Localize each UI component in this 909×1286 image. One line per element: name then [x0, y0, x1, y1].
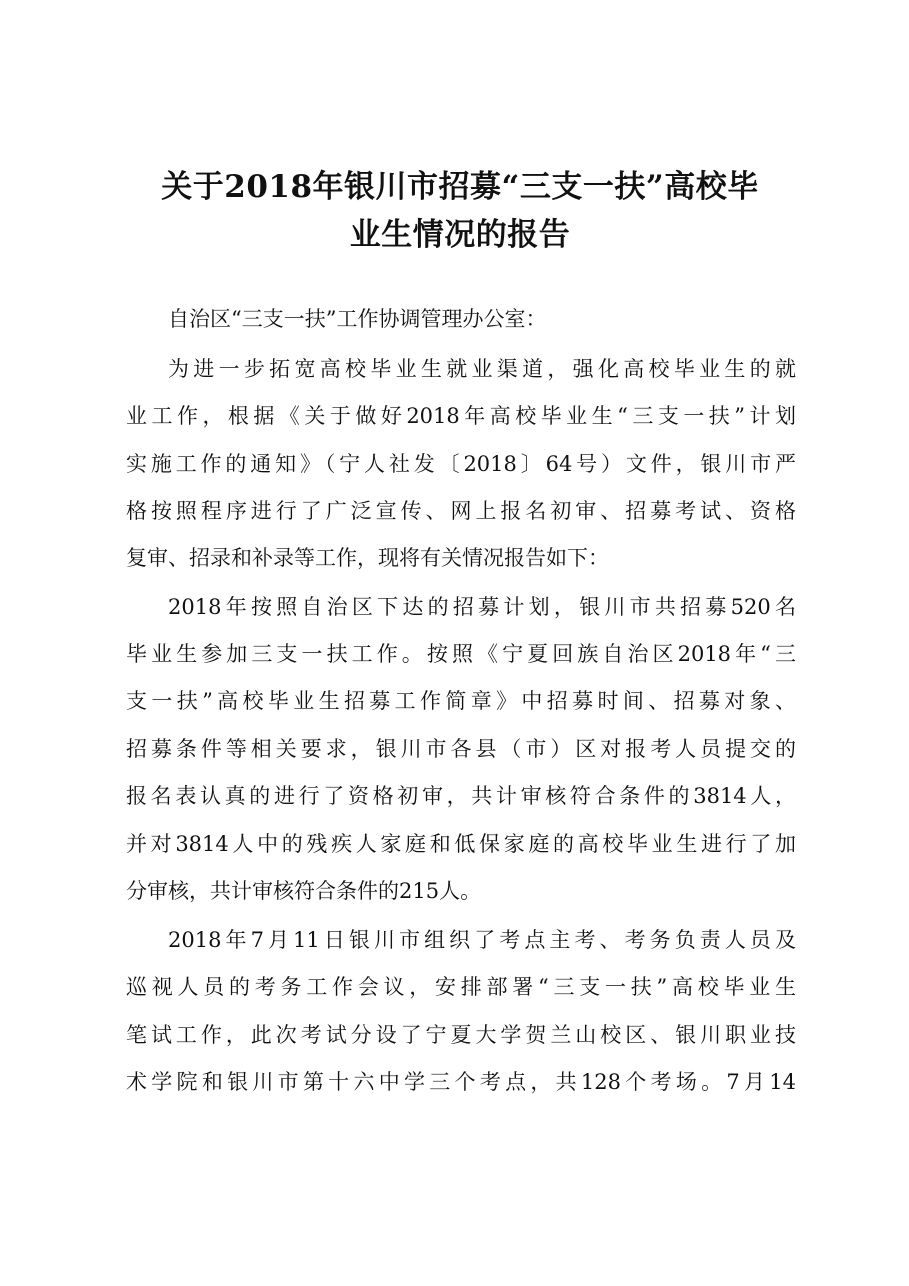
- paragraph-1-line-1: 为进一步拓宽高校毕业生就业渠道，强化高校毕业生的就: [168, 357, 796, 381]
- paragraph-2-line-2: 毕业生参加三支一扶工作。按照《宁夏回族自治区2018年“三: [126, 642, 796, 666]
- paragraph-3-line-3: 笔试工作，此次考试分设了宁夏大学贺兰山校区、银川职业技: [126, 1023, 796, 1047]
- paragraph-2-line-4: 招募条件等相关要求，银川市各县（市）区对报考人员提交的: [126, 737, 796, 761]
- paragraph-1-line-4: 格按照程序进行了广泛宣传、网上报名初审、招募考试、资格: [126, 499, 796, 523]
- paragraph-2-line-6: 并对3814人中的残疾人家庭和低保家庭的高校毕业生进行了加: [126, 832, 796, 856]
- paragraph-1-line-2: 业工作，根据《关于做好2018年高校毕业生“三支一扶”计划: [126, 404, 796, 428]
- paragraph-2-line-5: 报名表认真的进行了资格初审，共计审核符合条件的3814人，: [126, 784, 796, 808]
- paragraph-1-line-3: 实施工作的通知》（宁人社发〔2018〕64号）文件，银川市严: [126, 452, 796, 476]
- document-title-line-1: 关于2018年银川市招募“三支一扶”高校毕: [161, 169, 759, 205]
- paragraph-2-line-7: 分审核，共计审核符合条件的215人。: [126, 879, 482, 903]
- paragraph-2-line-3: 支一扶”高校毕业生招募工作简章》中招募时间、招募对象、: [126, 689, 796, 713]
- paragraph-3-line-4: 术学院和银川市第十六中学三个考点，共128个考场。7月14: [126, 1070, 796, 1094]
- paragraph-3-line-2: 巡视人员的考务工作会议，安排部署“三支一扶”高校毕业生: [126, 975, 796, 999]
- salutation: 自治区“三支一扶”工作协调管理办公室：: [168, 307, 547, 331]
- paragraph-1-line-5: 复审、招录和补录等工作，现将有关情况报告如下：: [126, 546, 609, 570]
- paragraph-3-line-1: 2018年7月11日银川市组织了考点主考、考务负责人员及: [168, 928, 796, 952]
- paragraph-2-line-1: 2018年按照自治区下达的招募计划，银川市共招募520名: [168, 595, 796, 619]
- document-title-line-2: 业生情况的报告: [349, 217, 571, 253]
